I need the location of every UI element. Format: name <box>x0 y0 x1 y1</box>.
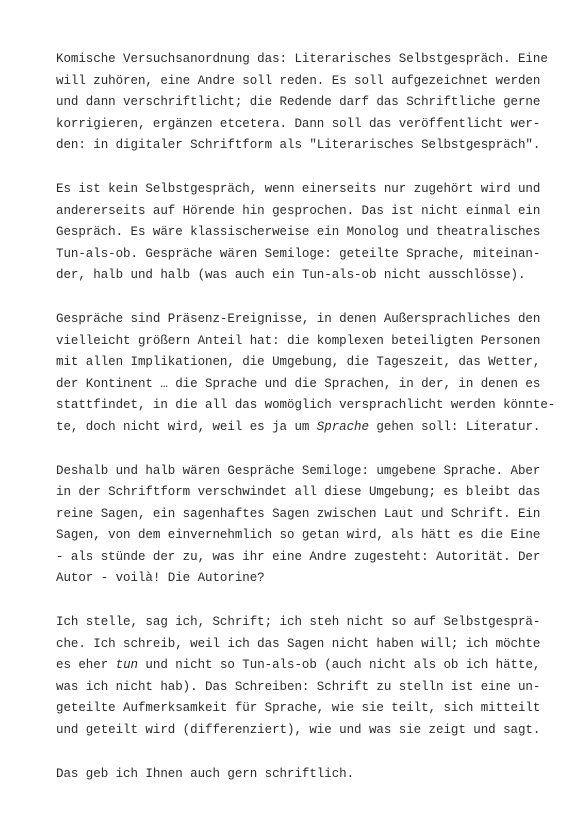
text-line: Autor - voilà! Die Autorine? <box>56 571 265 586</box>
text-segment: es eher <box>56 658 116 673</box>
text-segment: te, doch nicht wird, weil es ja um <box>56 419 317 434</box>
text-line: che. Ich schreib, weil ich das Sagen nicht haben will; ich möchte <box>56 636 541 651</box>
text-line: Tun-als-ob. Gespräche wären Semiloge: geteilte Sprache, miteinan- <box>56 246 541 261</box>
paragraph-2 <box>56 179 541 287</box>
emphasized-text: Sprache <box>316 419 369 434</box>
emphasized-text: tun <box>115 658 138 673</box>
text-line: Gespräch. Es wäre klassischerweise ein Monolog und theatralisches <box>56 225 541 240</box>
text-line: Das geb ich Ihnen auch gern schriftlich. <box>56 766 355 781</box>
text-line: Deshalb und halb wären Gespräche Semiloge: umgebene Sprache. Aber <box>56 463 541 478</box>
text-line: und geteilt wird (differenziert), wie und was sie zeigt und sagt. <box>56 723 541 738</box>
text-line: in der Schriftform verschwindet all diese Umgebung; es bleibt das <box>56 485 541 500</box>
text-line: Sagen, von dem einvernehmlich so getan wird, als hätt es die Eine <box>56 528 541 543</box>
paragraph-1 <box>56 49 548 157</box>
text-line: will zuhören, eine Andre soll reden. Es soll aufgezeichnet werden <box>56 73 541 88</box>
text-line: Ich stelle, sag ich, Schrift; ich steh nicht so auf Selbstgesprä- <box>56 615 541 630</box>
text-line: Gespräche sind Präsenz-Ereignisse, in denen Außersprachliches den <box>56 311 541 326</box>
text-line: korrigieren, ergänzen etcetera. Dann soll das veröffentlicht wer- <box>56 116 541 131</box>
paragraph-6 <box>56 764 536 786</box>
text-line: Komische Versuchsanordnung das: Literarisches Selbstgespräch. Eine <box>56 52 548 66</box>
text-line: und dann verschriftlicht; die Redende darf das Schriftliche gerne <box>56 95 541 110</box>
text-line: - als stünde der zu, was ihr eine Andre zugesteht: Autorität. Der <box>56 549 541 564</box>
text-segment: und nicht so Tun-als-ob (auch nicht als ob ich hätte, <box>137 658 541 673</box>
text-line: reine Sagen, ein sagenhaftes Sagen zwischen Laut und Schrift. Ein <box>56 506 541 521</box>
paragraph-4 <box>56 461 541 591</box>
document-page <box>56 49 556 807</box>
text-line <box>56 417 541 439</box>
text-line: stattfindet, in die all das womöglich versprachlicht werden könnte- <box>56 398 556 413</box>
text-line: geteilte Aufmerksamkeit für Sprache, wie sie teilt, sich mitteilt <box>56 701 541 716</box>
paragraph-5 <box>56 612 541 742</box>
text-segment: gehen soll: Literatur. <box>368 419 541 434</box>
text-line: andererseits auf Hörende hin gesprochen. Das ist nicht einmal ein <box>56 203 541 218</box>
paragraph-3 <box>56 309 556 439</box>
text-line: den: in digitaler Schriftform als "Literarisches Selbstgespräch". <box>56 138 541 153</box>
text-line: der Kontinent … die Sprache und die Sprachen, in der, in denen es <box>56 376 541 391</box>
text-line: was ich nicht hab). Das Schreiben: Schrift zu stelln ist eine un- <box>56 679 541 694</box>
text-line <box>56 655 541 677</box>
text-line: mit allen Implikationen, die Umgebung, die Tageszeit, das Wetter, <box>56 355 541 370</box>
text-line: vielleicht größern Anteil hat: die komplexen beteiligten Personen <box>56 333 541 348</box>
text-line: der, halb und halb (was auch ein Tun-als-ob nicht ausschlösse). <box>56 268 526 283</box>
text-line: Es ist kein Selbstgespräch, wenn einerseits nur zugehört wird und <box>56 181 541 196</box>
